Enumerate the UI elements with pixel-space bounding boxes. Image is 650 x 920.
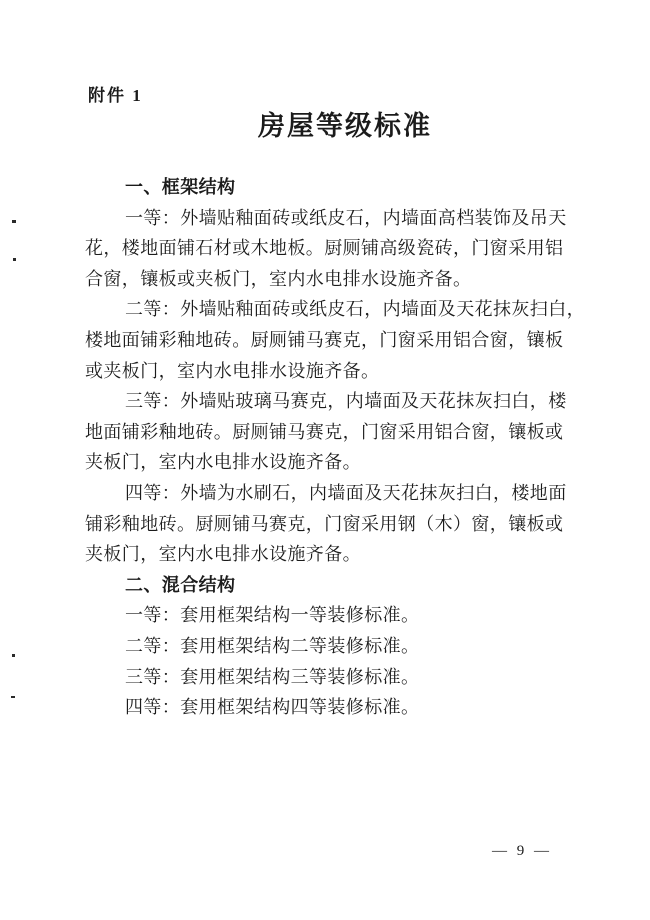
- text-line: 夹板门，室内水电排水设施齐备。: [85, 544, 361, 565]
- text-line: 三等：外墙贴玻璃马赛克，内墙面及天花抹灰扫白，楼: [125, 391, 567, 412]
- text-line: 二等：套用框架结构二等装修标准。: [125, 635, 420, 656]
- section-2-heading: 二、混合结构: [125, 574, 236, 595]
- text-line: 或夹板门，室内水电排水设施齐备。: [85, 360, 380, 381]
- text-line: 楼地面铺彩釉地砖。厨厕铺马赛克，门窗采用铝合窗，镶板: [85, 329, 564, 350]
- scan-speck: [12, 654, 15, 657]
- scan-speck: [13, 258, 16, 261]
- text-line: 一等：外墙贴釉面砖或纸皮石，内墙面高档装饰及吊天: [125, 207, 567, 228]
- document-body: [85, 172, 585, 723]
- text-line: 花，楼地面铺石材或木地板。厨厕铺高级瓷砖，门窗采用铝: [85, 238, 564, 259]
- scan-speck: [12, 220, 16, 223]
- text-line: 一等：套用框架结构一等装修标准。: [125, 605, 420, 626]
- text-line: 三等：套用框架结构三等装修标准。: [125, 666, 420, 687]
- text-line: 铺彩釉地砖。厨厕铺马赛克，门窗采用钢（木）窗，镶板或: [85, 513, 564, 534]
- section-1-heading: 一、框架结构: [125, 177, 236, 197]
- document-title: 房屋等级标准: [258, 111, 432, 141]
- text-line: 四等：外墙为水刷石，内墙面及天花抹灰扫白，楼地面: [125, 482, 567, 503]
- text-line: 四等：套用框架结构四等装修标准。: [125, 697, 420, 718]
- attachment-label: 附件 1: [88, 86, 143, 105]
- text-line: 合窗，镶板或夹板门，室内水电排水设施齐备。: [85, 268, 472, 289]
- text-line: 夹板门，室内水电排水设施齐备。: [85, 452, 361, 473]
- text-line: 地面铺彩釉地砖。厨厕铺马赛克，门窗采用铝合窗，镶板或: [85, 421, 564, 442]
- text-line: 二等：外墙贴釉面砖或纸皮石，内墙面及天花抹灰扫白，: [125, 299, 585, 320]
- page-number: — 9 —: [492, 843, 552, 859]
- scan-speck: [11, 696, 15, 698]
